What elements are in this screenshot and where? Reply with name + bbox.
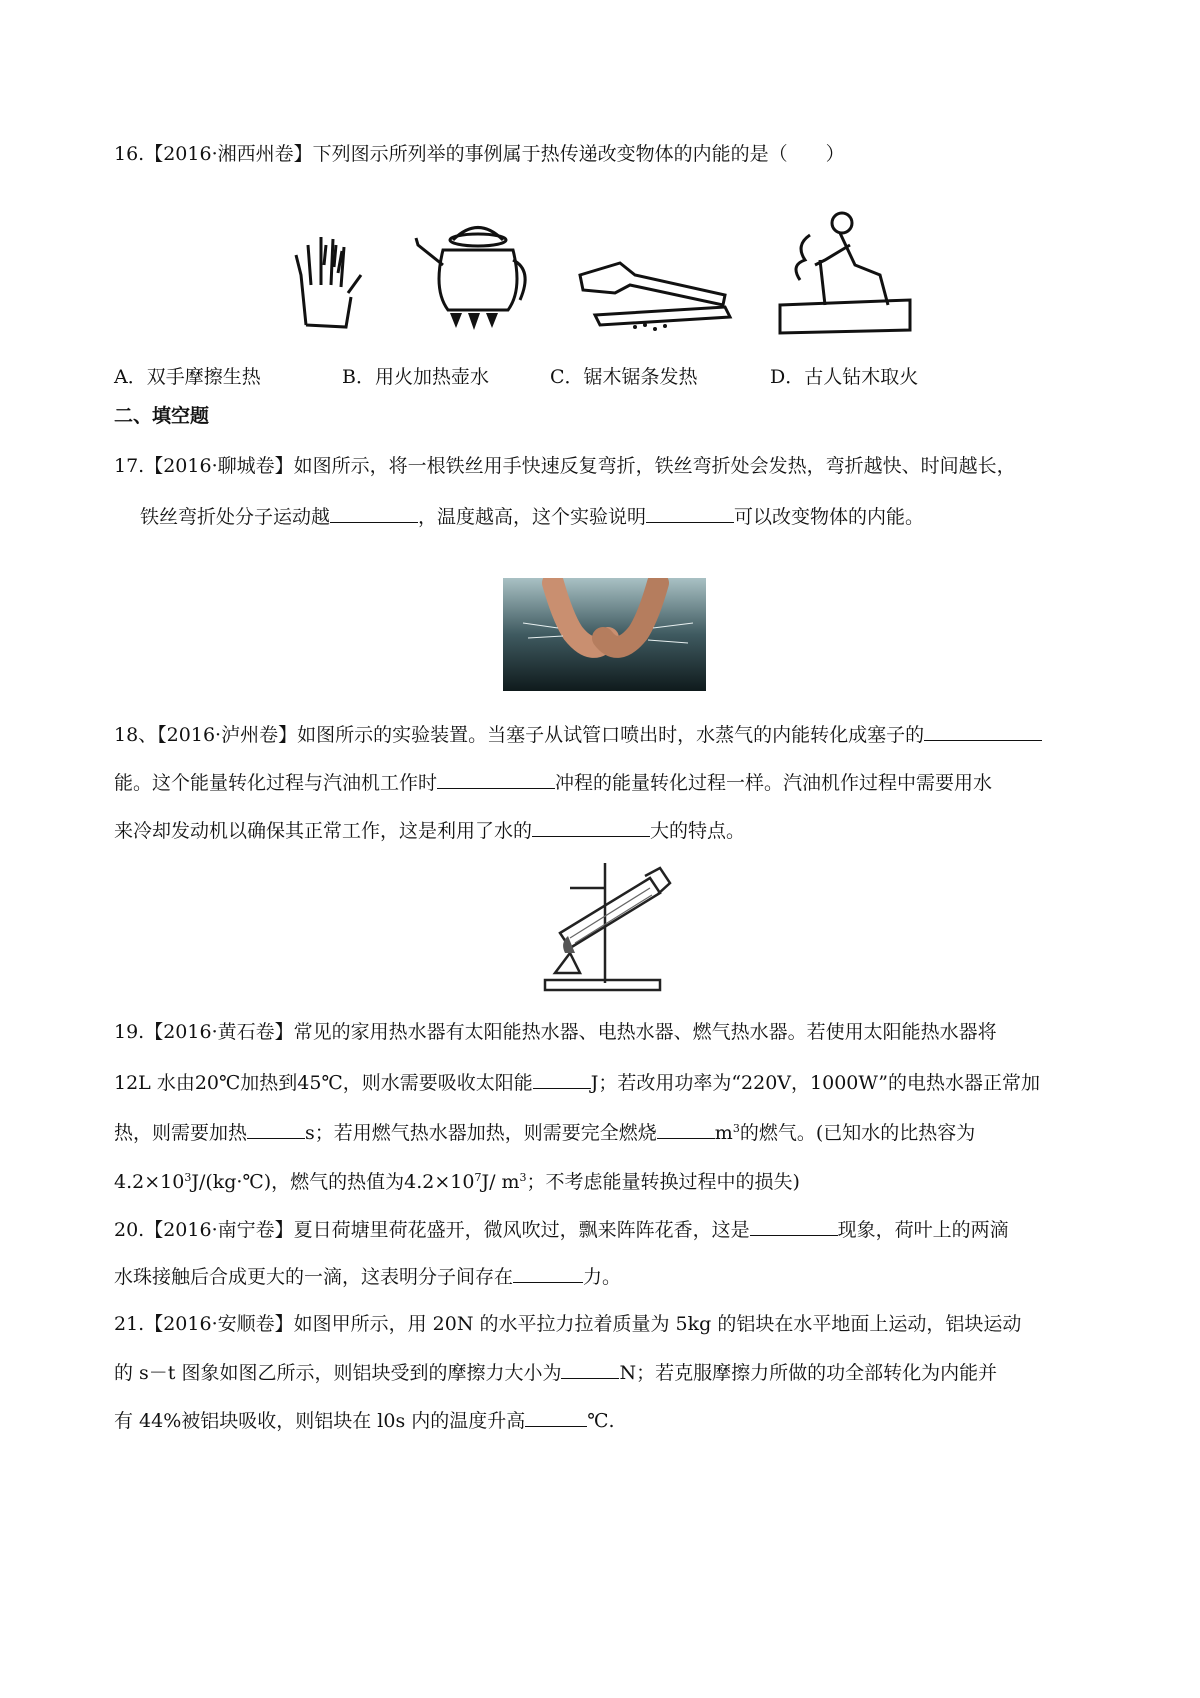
answer-blank xyxy=(533,1068,591,1089)
question-19-line-1: 19.【2016·黄石卷】常见的家用热水器有太阳能热水器、电热水器、燃气热水器。若使用太阳能热水器将 xyxy=(114,1021,997,1043)
q20-text-b: 现象，荷叶上的两滴 xyxy=(837,1219,1009,1241)
q20-text-c: 水珠接触后合成更大的一滴，这表明分子间存在 xyxy=(114,1266,514,1288)
test-tube-apparatus-figure xyxy=(530,858,680,998)
answer-blank xyxy=(561,1358,619,1379)
q17-text-a: 铁丝弯折处分子运动越 xyxy=(140,506,331,528)
q18-text-e: 大的特点。 xyxy=(650,820,746,842)
question-17-line-1: 17.【2016·聊城卷】如图所示，将一根铁丝用手快速反复弯折，铁丝弯折处会发热，弯折越快、时间越长， xyxy=(114,455,1016,477)
q19-text-f: 的燃气。(已知水的比热容为 xyxy=(739,1122,976,1144)
superscript-3: 3 xyxy=(732,1122,740,1135)
answer-blank xyxy=(247,1118,305,1139)
question-21-line-1: 21.【2016·安顺卷】如图甲所示，用 20N 的水平拉力拉着质量为 5kg 的铝块在水平地面上运动，铝块运动 xyxy=(114,1313,1022,1335)
q20-text-d: 力。 xyxy=(583,1266,622,1288)
q19-text-c: 热，则需要加热 xyxy=(114,1122,248,1144)
q19-text-d: s；若用燃气热水器加热，则需要完全燃烧 xyxy=(305,1122,657,1144)
q19-text-a: 12L 水由20℃加热到45℃，则水需要吸收太阳能 xyxy=(114,1072,533,1094)
question-16-stem: 16.【2016·湘西州卷】下列图示所列举的事例属于热传递改变物体的内能的是（ ） xyxy=(114,143,845,165)
question-21-line-2 xyxy=(114,1358,997,1387)
answer-blank xyxy=(646,502,734,523)
question-18-line-1 xyxy=(114,720,1042,749)
q21-text-a: 的 s－t 图象如图乙所示，则铝块受到的摩擦力大小为 xyxy=(114,1362,562,1384)
question-20-line-1 xyxy=(114,1215,1009,1244)
answer-blank xyxy=(657,1118,715,1139)
question-18-line-2 xyxy=(114,768,992,797)
kettle-on-fire-figure xyxy=(408,210,548,335)
answer-blank xyxy=(750,1215,838,1236)
answer-blank xyxy=(525,1406,587,1427)
q21-text-d: ℃. xyxy=(587,1410,615,1432)
q21-text-b: N；若克服摩擦力所做的功全部转化为内能并 xyxy=(619,1362,998,1384)
question-19-line-3 xyxy=(114,1118,975,1147)
q18-text-d: 来冷却发动机以确保其正常工作，这是利用了水的 xyxy=(114,820,533,842)
answer-blank xyxy=(437,768,555,789)
question-19-line-4 xyxy=(114,1168,800,1196)
sawing-wood-figure xyxy=(575,255,735,335)
superscript-3: 3 xyxy=(184,1171,192,1184)
q19-text-i: J/ m xyxy=(481,1171,520,1193)
q20-text-a: 20.【2016·南宁卷】夏日荷塘里荷花盛开，微风吹过，飘来阵阵花香，这是 xyxy=(114,1219,750,1241)
q18-text-b: 能。这个能量转化过程与汽油机工作时 xyxy=(114,772,438,794)
q19-text-e: m xyxy=(714,1122,733,1144)
q19-text-h: J/(kg·℃)，燃气的热值为4.2×10 xyxy=(191,1171,475,1193)
drilling-wood-fire-figure xyxy=(770,205,915,335)
q17-text-c: 可以改变物体的内能。 xyxy=(734,506,925,528)
question-18-line-3 xyxy=(114,816,745,845)
question-19-line-2 xyxy=(114,1068,1040,1097)
option-c: C．锯木锯条发热 xyxy=(550,366,698,388)
superscript-3: 3 xyxy=(519,1171,527,1184)
q19-text-j: ；不考虑能量转换过程中的损失) xyxy=(526,1171,800,1193)
q17-text-b: ，温度越高，这个实验说明 xyxy=(418,506,647,528)
answer-blank xyxy=(330,502,418,523)
question-20-line-2 xyxy=(114,1262,621,1291)
option-a: A．双手摩擦生热 xyxy=(114,366,261,388)
q18-text-c: 冲程的能量转化过程一样。汽油机作过程中需要用水 xyxy=(555,772,993,794)
q18-text-a: 18、【2016·泸州卷】如图所示的实验装置。当塞子从试管口喷出时，水蒸气的内能转化成塞子的 xyxy=(114,724,925,746)
q19-text-g: 4.2×10 xyxy=(114,1171,185,1193)
answer-blank xyxy=(924,720,1042,741)
option-b: B．用火加热壶水 xyxy=(342,366,489,388)
superscript-7: 7 xyxy=(474,1171,482,1184)
answer-blank xyxy=(532,816,650,837)
answer-blank xyxy=(513,1262,583,1283)
q21-text-c: 有 44%被铝块吸收，则铝块在 l0s 内的温度升高 xyxy=(114,1410,526,1432)
rubbing-hands-figure xyxy=(286,225,376,335)
section-title: 二、填空题 xyxy=(114,405,210,427)
q19-text-b: J；若改用功率为“220V，1000W”的电热水器正常加 xyxy=(590,1072,1040,1094)
option-d: D．古人钻木取火 xyxy=(770,366,919,388)
bending-wire-photo xyxy=(503,578,706,691)
question-17-line-2 xyxy=(140,502,924,531)
question-21-line-3 xyxy=(114,1406,615,1435)
